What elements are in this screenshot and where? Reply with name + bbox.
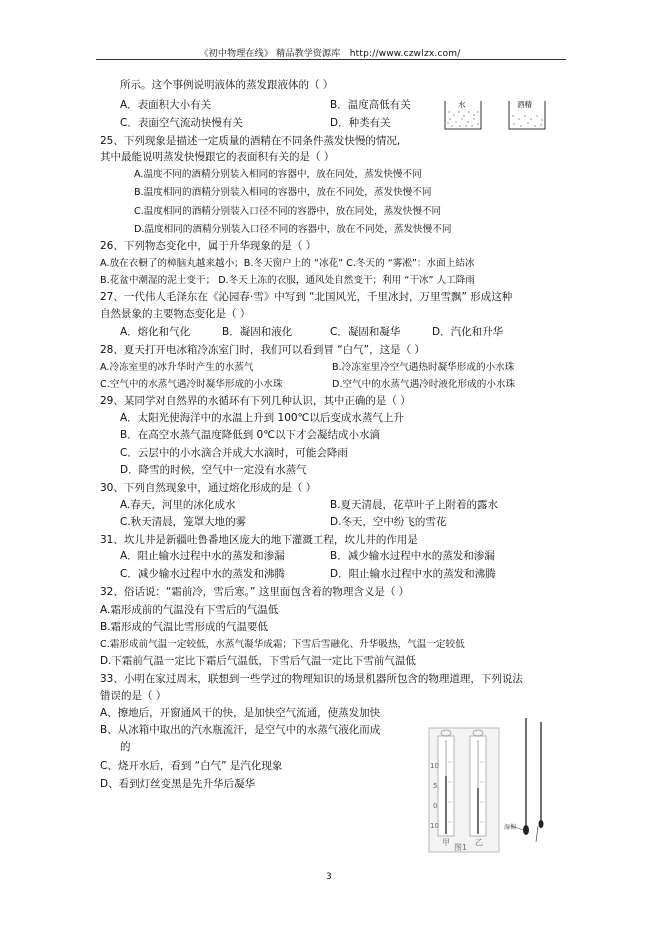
- scale-tick: 10: [430, 762, 439, 770]
- question-stem: 33、小明在家过周末，联想到一些学过的物理知识的场景机器所包含的物理道理，下列说法: [100, 673, 523, 685]
- thermometer-drawing: [428, 718, 553, 853]
- option: B.霜形成的气温比雪形成的气温要低: [100, 621, 269, 633]
- option: C．云层中的小水滴合并成大水滴时，可能会降雨: [120, 447, 348, 459]
- option: C.温度相同的酒精分别装入口径不同的容器中，放在同处，蒸发快慢不同: [134, 206, 442, 217]
- water-label: 水: [458, 100, 466, 109]
- thermometer-a-label: 甲: [442, 838, 450, 847]
- question-stem: 31、坎儿井是新疆吐鲁番地区庞大的地下灌溉工程，坎儿井的作用是: [100, 534, 418, 546]
- option: D.空气中的水蒸气遇冷时液化形成的小水珠: [332, 379, 516, 390]
- option: D.下霜前气温一定比下霜后气温低，下雪后气温一定比下雪前气温低: [100, 655, 416, 667]
- option: B.冷冻室里冷空气遇热时凝华形成的小水珠: [332, 362, 515, 373]
- water-beaker-figure: [444, 100, 482, 130]
- text-line: 所示。这个事例说明液体的蒸发跟液体的（ ）: [120, 79, 334, 91]
- option: D、看到灯丝变黑是先升华后凝华: [100, 778, 256, 790]
- header-title: 《初中物理在线》 精品教学资源库: [199, 49, 341, 59]
- option: B．减少输水过程中水的蒸发和渗漏: [330, 550, 495, 562]
- question-stem: 32、俗话说：“霜前冷，雪后寒。” 这里面包含着的物理含义是（ ）: [100, 586, 410, 598]
- option: B.花盆中潮湿的泥土变干； D.冬天上冻的衣服，通风处自然变干；利用 “干冰” 人工降雨: [100, 275, 475, 286]
- option: C．减少输水过程中水的蒸发和沸腾: [120, 568, 285, 580]
- option: B.夏天清晨，花草叶子上附着的露水: [330, 499, 499, 511]
- option: D．阻止输水过程中水的蒸发和沸腾: [330, 568, 496, 580]
- option: D．种类有关: [330, 117, 391, 129]
- option: B．温度高低有关: [330, 99, 411, 111]
- option: A、擦地后，开窗通风干的快，是加快空气流通，使蒸发加快: [100, 707, 381, 719]
- option: C.霜形成前气温一定较低，水蒸气凝华成霜；下雪后雪融化、升华吸热，气温一定较低: [100, 639, 465, 650]
- option: A．太阳光使海洋中的水温上升到 100℃以后变成水蒸气上升: [120, 412, 404, 424]
- header-text: [96, 46, 564, 59]
- page-number: 3: [326, 872, 332, 882]
- option: B．凝固和液化: [222, 326, 293, 338]
- option: A.霜形成前的气温没有下雪后的气温低: [100, 604, 279, 616]
- question-stem: 30、下列自然现象中，通过熔化形成的是（ ）: [100, 482, 317, 494]
- option: D.温度相同的酒精分别装入口径不同的容器中，放在不同处，蒸发快慢不同: [134, 224, 452, 235]
- option: D．汽化和升华: [432, 326, 504, 338]
- option: A.春天，河里的冰化成水: [120, 499, 236, 511]
- question-stem: 27、一代伟人毛泽东在《沁园春·雪》中写到 “北国风光，千里冰封，万里雪飘” 形成这种: [100, 291, 513, 303]
- text-line: 自然景象的主要物态变化是（ ）: [100, 308, 251, 320]
- option: A．熔化和气化: [120, 326, 191, 338]
- option: A.冷冻室里的冰升华时产生的水蒸气: [100, 362, 254, 373]
- option: B．在高空水蒸气温度降低到 0℃以下才会凝结成小水滴: [120, 429, 381, 441]
- text-line: 的: [120, 741, 131, 753]
- option: C．凝固和凝华: [330, 326, 401, 338]
- thermometer-b-label: 乙: [475, 838, 483, 847]
- option: B.温度相同的酒精分别装入相同的容器中，放在不同处，蒸发快慢不同: [134, 187, 432, 198]
- scale-tick: 5: [433, 782, 438, 790]
- text-line: 错误的是（ ）: [100, 690, 167, 702]
- option: B、从冰箱中取出的汽水瓶流汗，是空气中的水蒸气液化而成: [100, 724, 381, 736]
- alcohol-label: 酒精: [517, 100, 532, 109]
- question-stem: 28、夏天打开电冰箱冷冻室门时，我们可以看到冒 “白气”，这是（ ）: [100, 344, 425, 356]
- option: A．阻止输水过程中水的蒸发和渗漏: [120, 550, 285, 562]
- option: C.空气中的水蒸气遇冷时凝华形成的小水珠: [100, 379, 283, 390]
- option: A.放在衣橱了的樟脑丸越来越小；B.冬天窗户上的 “冰花” C.冬天的 “雾凇”：水面上結冰: [100, 258, 475, 269]
- scale-tick: 10: [430, 822, 439, 830]
- option: A.温度不同的酒精分别装入相同的容器中，放在同处，蒸发快慢不同: [134, 169, 422, 180]
- option: D．降雪的时候，空气中一定没有水蒸气: [120, 464, 307, 476]
- question-stem: 29、某同学对自然界的水循环有下列几种认识，其中正确的是（ ）: [100, 395, 411, 407]
- header-rule: [96, 59, 566, 60]
- header-url: http://www.czwlzx.com/: [349, 49, 461, 59]
- alcohol-beaker-figure: [508, 100, 546, 130]
- option: A．表面积大小有关: [120, 99, 212, 111]
- scale-tick: 0: [433, 802, 438, 810]
- question-stem: 26、下列物态变化中，属于升华现象的是（ ）: [100, 240, 317, 252]
- thermometer-figure: [428, 718, 553, 853]
- option: C、烧开水后，看到 “白气” 是汽化现象: [100, 760, 283, 772]
- option: C.秋天清晨，笼罩大地的雾: [120, 516, 247, 528]
- option: C．表面空气流动快慢有关: [120, 117, 243, 129]
- wet-cotton-label: 湿棉: [504, 824, 517, 831]
- option: D.冬天，空中纷飞的雪花: [330, 516, 447, 528]
- question-stem: 25、下列现象是描述一定质量的酒精在不同条件蒸发快慢的情况,: [100, 135, 401, 147]
- text-line: 其中最能说明蒸发快慢跟它的表面积有关的是（ ）: [100, 151, 335, 163]
- figure-caption: 图1: [454, 843, 468, 852]
